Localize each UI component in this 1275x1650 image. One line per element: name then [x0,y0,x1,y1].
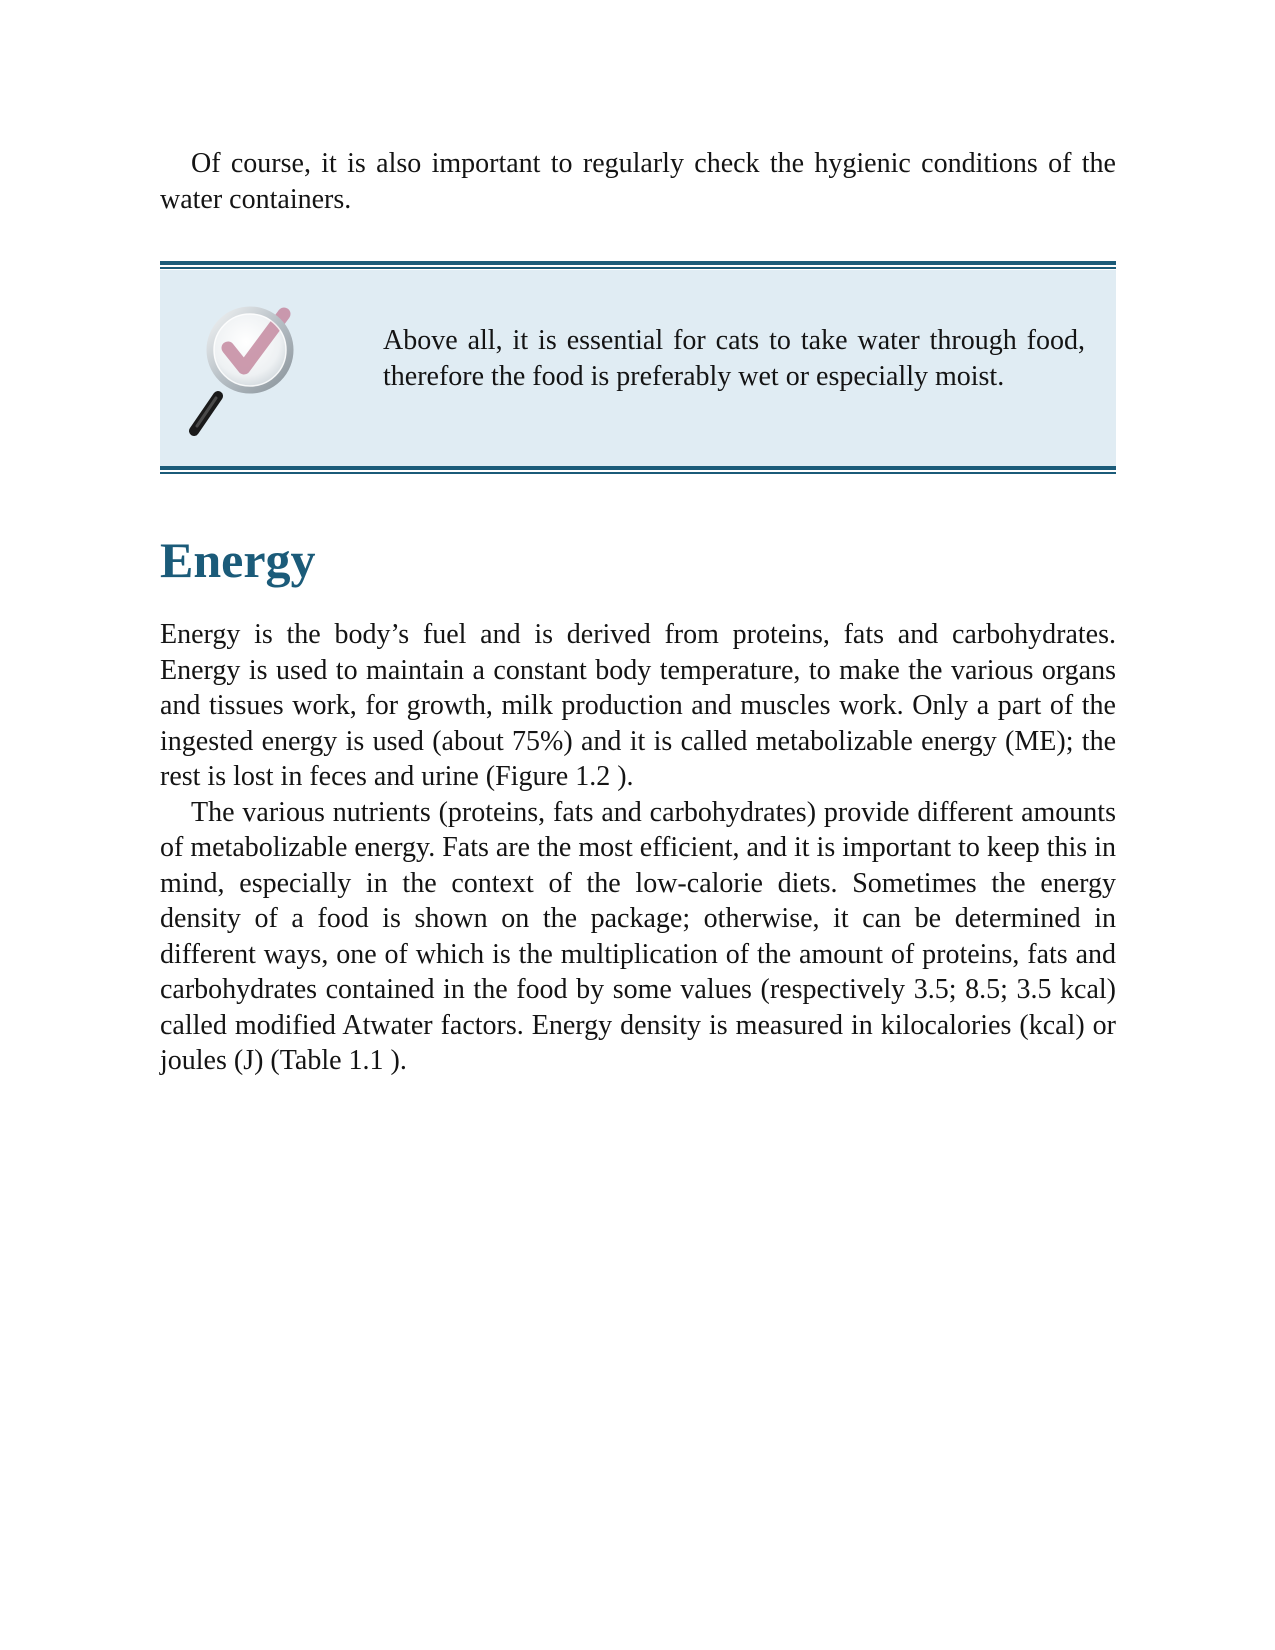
callout-bottom-rule [160,466,1116,475]
section-heading: Energy [160,532,316,588]
intro-paragraph: Of course, it is also important to regularly check the hygienic conditions of the water containers. [160,148,1116,215]
section-body [160,617,1116,1079]
page-content [160,146,1116,1079]
callout-top-rule [160,261,1116,270]
callout-body [160,270,1116,466]
body-paragraph-2: The various nutrients (proteins, fats and carbohydrates) provide different amounts of metabolizable energy. Fats are the most efficient, and it is important to keep this in mind, especially in the context of the low-calorie diets. Sometimes the energy density of a food is shown on the package; otherwise, it can be determined in different ways, one of which is the multiplication of the amount of proteins, fats and carbohydrates contained in the food by some values (respectively 3.5; 8.5; 3.5 kcal) called modified Atwater factors. Energy density is measured in kilocalories (kcal) or joules (J) (Table 1.1 ). [160,796,1116,1076]
tip-callout-box [160,261,1116,475]
callout-text: Above all, it is essential for cats to take water through food, therefore the food is preferably wet or especially moist. [383,325,1085,392]
magnifier-checkmark-icon [188,304,328,444]
body-paragraph-1: Energy is the body’s fuel and is derived from proteins, fats and carbohydrates. Energy is used to maintain a constant body temperature, to make the various organs and tissues work, for growth, milk production and muscles work. Only a part of the ingested energy is used (about 75%) and it is called metabolizable energy (ME); the rest is lost in feces and urine (Figure 1.2 ). [160,619,1116,792]
